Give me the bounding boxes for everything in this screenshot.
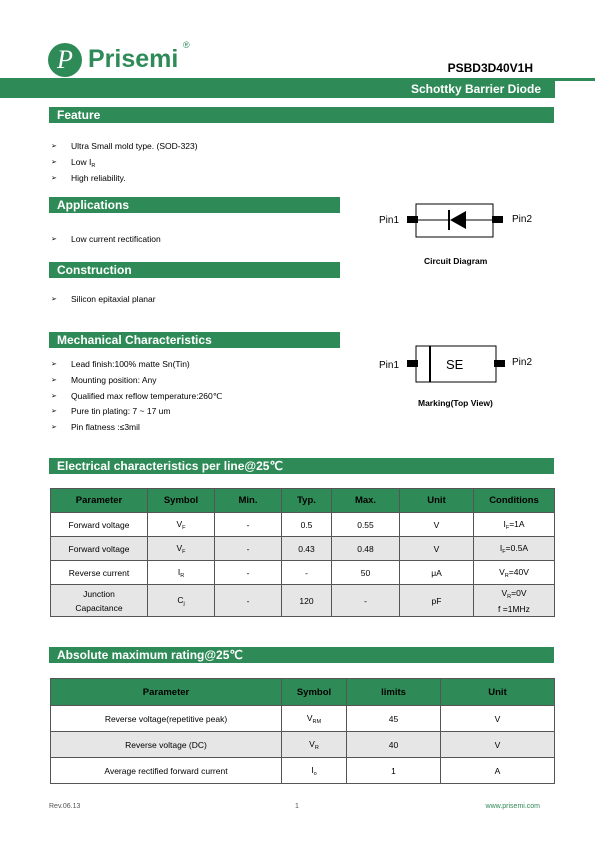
list-item: ➢ Low $I_R$ [51, 156, 96, 169]
electrical-characteristics-table [50, 488, 555, 617]
table-row [51, 537, 555, 561]
table-header-row [51, 679, 555, 706]
typ-cell: 0.5 [282, 513, 332, 537]
symbol-cell: $I_o$ [282, 758, 347, 784]
limit-cell: 45 [347, 706, 441, 732]
circuit-pin1-label: Pin1 [379, 215, 400, 226]
typ-cell: 120 [282, 585, 332, 617]
table-header-row [51, 489, 555, 513]
column-header: limits [347, 679, 441, 706]
list-item: ➢ Low current rectification [49, 232, 161, 248]
unit-cell: V [441, 732, 555, 758]
symbol-cell: $C_j$ [148, 585, 215, 617]
bullet-arrow-icon: ➢ [51, 158, 57, 166]
unit-cell: V [400, 537, 474, 561]
table-row [51, 706, 555, 732]
section-heading-applications: Applications [49, 197, 340, 213]
logo-mark: P [48, 43, 82, 77]
list-item: ➢ Pure tin plating: 7 ~ 17 um [49, 404, 222, 420]
min-cell: - [215, 537, 282, 561]
max-cell: 50 [332, 561, 400, 585]
bullet-arrow-icon: ➢ [51, 143, 57, 150]
param-cell: Reverse current [51, 561, 148, 585]
max-cell: 0.48 [332, 537, 400, 561]
list-item: ➢ Ultra Small mold type. (SOD-323) [49, 139, 198, 155]
list-item: ➢ Qualified max reflow temperature:260℃ [49, 389, 222, 405]
footer-revision: Rev.06.13 [49, 803, 81, 810]
circuit-diagram-caption: Circuit Diagram [424, 256, 488, 266]
unit-cell: A [441, 758, 555, 784]
unit-cell: pF [400, 585, 474, 617]
param-cell: Reverse voltage (DC) [51, 732, 282, 758]
feature-list [49, 139, 198, 186]
symbol-cell: $V_{RM}$ [282, 706, 347, 732]
column-header: Unit [441, 679, 555, 706]
construction-list [49, 292, 156, 308]
document-title: Schottky Barrier Diode [410, 82, 541, 96]
section-heading-mechanical: Mechanical Characteristics [49, 332, 340, 348]
column-header: Unit [400, 489, 474, 513]
circuit-pin2-label: Pin2 [512, 214, 533, 225]
table-row [51, 732, 555, 758]
table-row [51, 758, 555, 784]
condition-cell: $I_F=1A$ [474, 513, 555, 537]
param-cell: Average rectified forward current [51, 758, 282, 784]
symbol-cell: $V_R$ [282, 732, 347, 758]
bullet-arrow-icon: ➢ [51, 392, 57, 400]
param-cell: Forward voltage [51, 513, 148, 537]
marking-pin1-label: Pin1 [379, 360, 400, 371]
absolute-max-rating-table [50, 678, 555, 784]
logo-name: Prisemi [88, 45, 179, 73]
list-item: ➢ Lead finish:100% matte Sn(Tin) [49, 357, 222, 373]
column-header: Typ. [282, 489, 332, 513]
column-header: Symbol [282, 679, 347, 706]
list-item: ➢ Mounting position: Any [49, 373, 222, 389]
section-heading-construction: Construction [49, 262, 340, 278]
column-header: Min. [215, 489, 282, 513]
table-row [51, 561, 555, 585]
limit-cell: 1 [347, 758, 441, 784]
bullet-arrow-icon: ➢ [51, 174, 57, 182]
table-row [51, 513, 555, 537]
list-item: ➢ Silicon epitaxial planar [49, 292, 156, 308]
list-item: ➢ High reliability. [49, 171, 198, 187]
section-heading-absolute-max: Absolute maximum rating@25℃ [49, 647, 554, 663]
max-cell: 0.55 [332, 513, 400, 537]
diode-symbol-icon [404, 200, 508, 240]
column-header: Conditions [474, 489, 555, 513]
condition-cell: $V_R=0V$ f =1MHz [474, 585, 555, 617]
bullet-arrow-icon: ➢ [51, 376, 57, 384]
limit-cell: 40 [347, 732, 441, 758]
min-cell: - [215, 561, 282, 585]
logo-registered-mark: ® [183, 40, 190, 50]
param-cell: Reverse voltage(repetitive peak) [51, 706, 282, 732]
marking-pin2-label: Pin2 [512, 357, 533, 368]
applications-list [49, 232, 161, 248]
bullet-arrow-icon: ➢ [51, 361, 57, 368]
part-number: PSBD3D40V1H [447, 61, 533, 75]
table-row [51, 585, 555, 617]
typ-cell: - [282, 561, 332, 585]
unit-cell: V [400, 513, 474, 537]
mechanical-list [49, 357, 222, 436]
min-cell: - [215, 513, 282, 537]
bullet-arrow-icon: ➢ [51, 424, 57, 432]
footer-page-number: 1 [295, 803, 299, 810]
max-cell: - [332, 585, 400, 617]
bullet-arrow-icon: ➢ [51, 236, 57, 243]
bullet-arrow-icon: ➢ [51, 296, 57, 303]
symbol-cell: $V_F$ [148, 513, 215, 537]
section-heading-electrical: Electrical characteristics per line@25℃ [49, 458, 554, 474]
symbol-cell: $V_F$ [148, 537, 215, 561]
section-heading-feature: Feature [49, 107, 554, 123]
param-cell: Forward voltage [51, 537, 148, 561]
param-cell: Junction Capacitance [51, 585, 148, 617]
bullet-arrow-icon: ➢ [51, 408, 57, 416]
list-item: ➢ Pin flatness :≤3mil [49, 420, 222, 436]
column-header: Max. [332, 489, 400, 513]
column-header: Symbol [148, 489, 215, 513]
unit-cell: V [441, 706, 555, 732]
condition-cell: $V_R=40V$ [474, 561, 555, 585]
min-cell: - [215, 585, 282, 617]
marking-code: SE [446, 357, 464, 372]
typ-cell: 0.43 [282, 537, 332, 561]
column-header: Parameter [51, 489, 148, 513]
footer-website-link[interactable]: www.prisemi.com [485, 803, 540, 810]
unit-cell: μA [400, 561, 474, 585]
marking-caption: Marking(Top View) [418, 398, 493, 408]
symbol-cell: $I_R$ [148, 561, 215, 585]
column-header: Parameter [51, 679, 282, 706]
condition-cell: $I_F=0.5A$ [474, 537, 555, 561]
